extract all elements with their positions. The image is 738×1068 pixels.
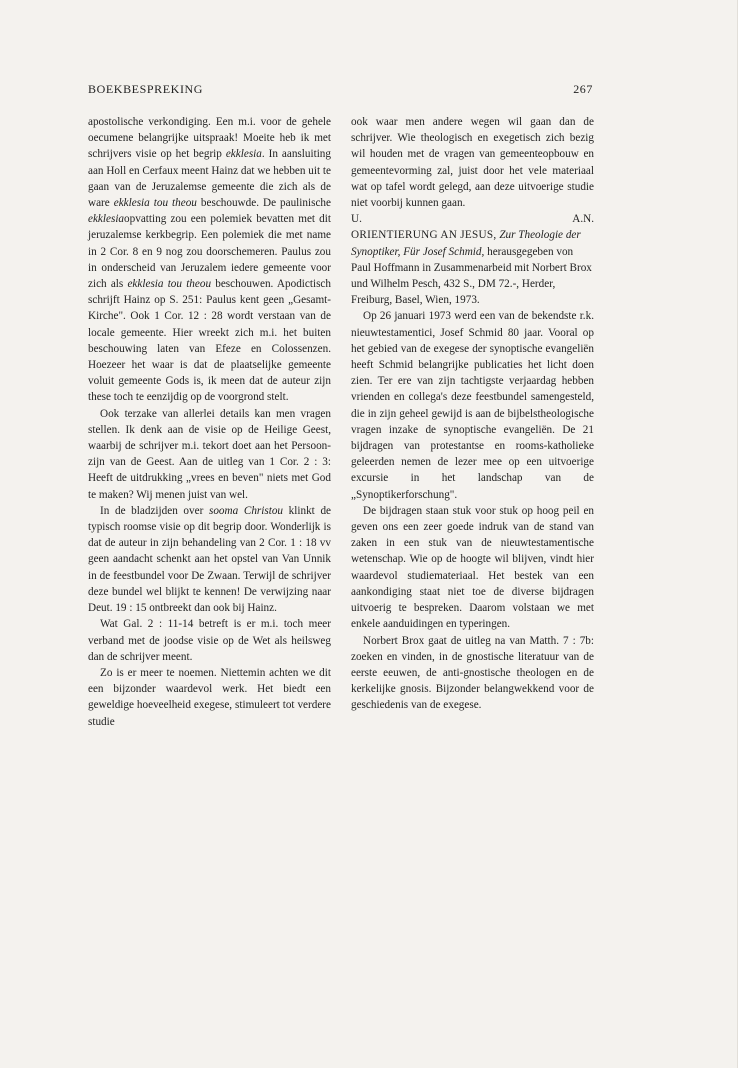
right-column: [351, 114, 594, 714]
paragraph: De bijdragen staan stuk voor stuk op hoog peil en geven ons een zeer goede indruk van de stand van zaken in een stuk van de nieuwtestamentische wetenschap. Wie op de hoogte wil blijven, vindt hier waardevol studiemateriaal. Het bestek van een aankondiging staat niet toe de diverse bijdragen uitvoerig te bespreken. Daarom volstaan we met enkele aanduidingen en typeringen.: [351, 504, 594, 631]
running-title: BOEKBESPREKING: [88, 82, 204, 96]
book-subtitle: Zur Theologie der Synoptiker, Für Josef Schmid,: [351, 229, 581, 258]
review-heading: [351, 227, 594, 308]
signature-initial: U.: [351, 213, 362, 226]
book-details: herausgegeben von Paul Hoffmann in Zusammenarbeid mit Norbert Brox und Wilhelm Pesch, 432 S., DM 72.-, Herder, Freiburg, Basel, Wien, 1973.: [351, 245, 592, 307]
paragraph: apostolische verkondiging. Een m.i. voor de gehele oecumene belangrijke uitspraak! Moeite heb ik met schrijvers visie op het begrip ekklesia. In aansluiting aan Holl en Cerfaux meent Hainz dat we hebben uit te gaan van de Jeruzalemse gemeente die zich als de ware ekklesia tou theou beschouwde. De paulinische ekklesiaopvatting zou een polemiek bevatten met dit jeruzalemse kerkbegrip. Een polemiek die met name in 2 Cor. 8 en 9 nog zou doorschemeren. Paulus zou in onderscheid van Jeruzalem iedere gemeente voor zich als ekklesia tou theou beschouwen. Apodictisch schrijft Hainz op S. 251: Paulus kent geen „Gesamt-Kirche". Ook 1 Cor. 12 : 28 wordt verstaan van de locale gemeente. Hier wreekt zich m.i. het buiten beschouwing laten van Efeze en Colossenzen. Hoezeer het waar is dat de plaatselijke gemeente voluit gemeente Gods is, ik meen dat de auteur zijn these toch te eenzijdig op de voorgrond stelt.: [88, 116, 331, 404]
paragraph: In de bladzijden over sooma Christou klinkt de typisch roomse visie op dit begrip door. Wonderlijk is dat de auteur in zijn behandeling van 2 Cor. 1 : 18 vv geen aandacht schenkt aan het opstel van Van Unnik in de feestbundel voor De Zwaan. Terwijl de schrijver deze bundel wel blijkt te kennen! De verwijzing naar Deut. 19 : 15 ontbreekt dan ook bij Hainz.: [88, 504, 332, 615]
paragraph: Norbert Brox gaat de uitleg na van Matth. 7 : 7b: zoeken en vinden, in de gnostische literatuur van de eerste eeuwen, de anti-gnostische theologen en de kerkelijke gnosis. Bijzonder belangwekkend voor de geschiedenis van de exegese.: [351, 634, 594, 712]
left-column: [88, 114, 331, 730]
paragraph: Ook terzake van allerlei details kan men vragen stellen. Ik denk aan de visie op de Heilige Geest, waarbij de schrijver m.i. tekort doet aan het Persoon-zijn van de Geest. Aan de uitleg van 1 Cor. 2 : 3: Heeft de uitdrukking „vrees en beven" niets met God te maken? Wij menen juist van wel.: [88, 407, 331, 501]
signature-author: A.N.: [572, 213, 594, 226]
paragraph: Op 26 januari 1973 werd een van de bekendste r.k. nieuwtestamentici, Josef Schmid 80 jaar. Vooral op het gebied van de exegese der synoptische evangeliën heeft Schmid belangrijke publicaties het licht doen zien. Ter ere van zijn tachtigste verjaardag hebben vrienden en collega's deze feestbundel samengesteld, die in zijn geheel gewijd is aan de bijbelstheologische vragen inzake de synoptische evangeliën. De 21 bijdragen van protestantse en rooms-katholieke geleerden nemen de lezer mee op een uitvoerige excursie in het landschap van de „Synoptikerforschung".: [351, 310, 594, 501]
paragraph: Zo is er meer te noemen. Niettemin achten we dit een bijzonder waardevol werk. Het biedt een geweldige hoeveelheid exegese, stimuleert tot verdere studie: [88, 666, 331, 728]
paragraph: ook waar men andere wegen wil gaan dan de schrijver. Wie theologisch en exegetisch zich bezig wil houden met de vragen van gemeenteopbouw en gemeentevorming zal, juist door het vele materiaal wat op tafel wordt gelegd, aan deze uitvoerige studie niet voorbij kunnen gaan.: [351, 116, 594, 210]
book-title: ORIENTIERUNG AN JESUS,: [351, 229, 497, 242]
review-signature: [351, 211, 594, 227]
page-number: 267: [573, 82, 593, 96]
paragraph: Wat Gal. 2 : 11-14 betreft is er m.i. toch meer verband met de joodse visie op de Wet als heilsweg dan de schrijver meent.: [88, 618, 331, 663]
